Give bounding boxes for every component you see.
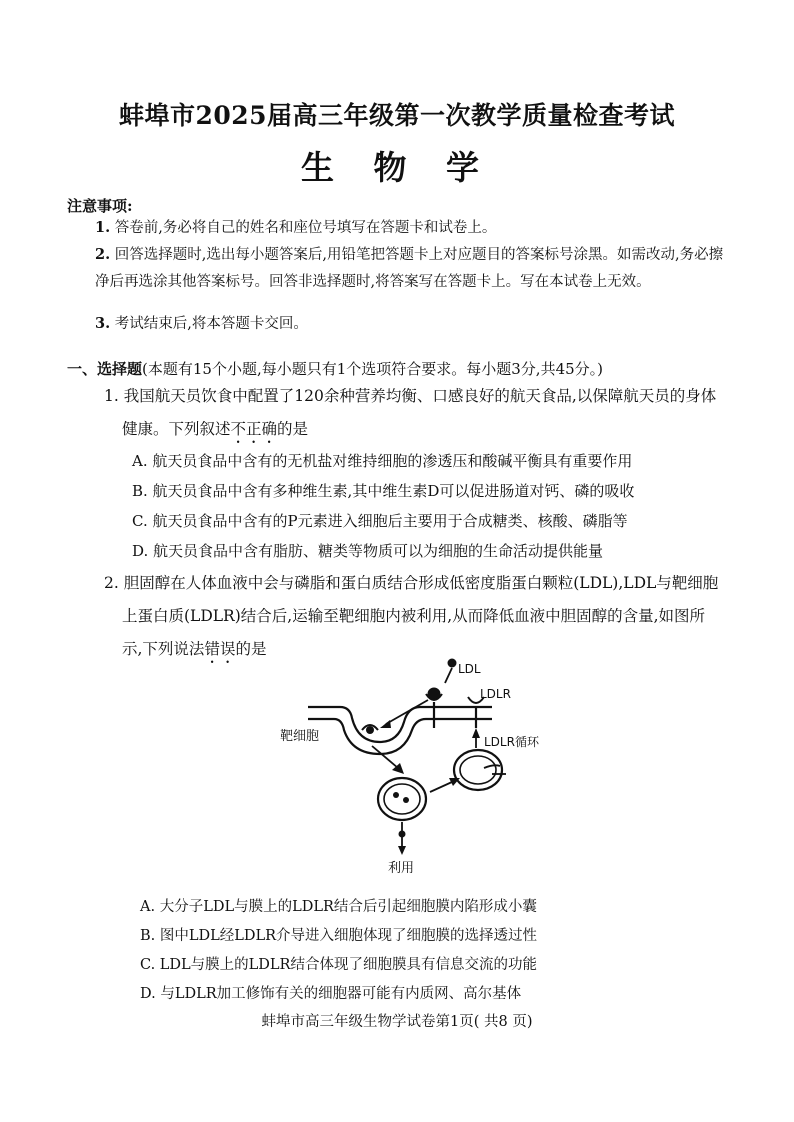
question-stem-line: 示,下列说法: [122, 640, 205, 658]
emphasis-text: 错误: [204, 640, 236, 658]
question-stem-line: 的是: [277, 420, 309, 438]
label-ldl: LDL: [458, 662, 481, 676]
exam-title: 蚌埠市2025届高三年级第一次教学质量检查考试: [118, 101, 676, 130]
question-stem-line: 健康。下列叙述: [122, 420, 231, 438]
notice-item-number: 3.: [95, 315, 111, 332]
ldl-particle: [448, 659, 457, 668]
option-d: D. 航天员食品中含有脂肪、糖类等物质可以为细胞的生命活动提供能量: [132, 542, 604, 560]
option-c: C. 航天员食品中含有的P元素进入细胞后主要用于合成糖类、核酸、磷脂等: [132, 512, 628, 530]
notice-item-text: 答卷前,务必将自己的姓名和座位号填写在答题卡和试卷上。: [114, 220, 497, 236]
notice-item-number: 1.: [95, 219, 111, 236]
section-heading: [67, 358, 603, 379]
label-use: 利用: [388, 861, 415, 876]
label-target-cell: 靶细胞: [280, 729, 320, 744]
notice-item: [95, 214, 735, 242]
option-a: A. 航天员食品中含有的无机盐对维持细胞的渗透压和酸碱平衡具有重要作用: [132, 452, 633, 470]
section-label: 一、选择题: [67, 360, 143, 378]
emphasis-text: 不正确: [230, 420, 278, 438]
label-ldlr: LDLR: [480, 687, 511, 701]
option-a: A. 大分子LDL与膜上的LDLR结合后引起细胞膜内陷形成小囊: [140, 899, 537, 915]
question-1-stem: [104, 380, 724, 447]
notice-heading: 注意事项:: [67, 197, 133, 215]
option-b: B. 图中LDL经LDLR介导进入细胞体现了细胞膜的选择透过性: [140, 928, 538, 944]
option-d: D. 与LDLR加工修饰有关的细胞器可能有内质网、高尔基体: [140, 986, 522, 1002]
notice-item-text: 考试结束后,将本答题卡交回。: [114, 316, 308, 332]
notice-item: [95, 310, 735, 338]
question-number: 1.: [104, 387, 119, 405]
notice-item: [95, 241, 725, 296]
option-b: B. 航天员食品中含有多种维生素,其中维生素D可以促进肠道对钙、磷的吸收: [132, 482, 635, 500]
question-stem-line: 我国航天员饮食中配置了120余种营养均衡、口感良好的航天食品,以保障航天员的身体: [123, 387, 717, 405]
ldl-endocytosis-figure: [280, 650, 540, 880]
question-stem-line: 的是: [235, 640, 267, 658]
notice-item-text: 回答选择题时,选出每小题答案后,用铅笔把答题卡上对应题目的答案标号涂黑。如需改动,务必擦净后再选涂其他答案标号。回答非选择题时,将答案写在答题卡上。写在本试卷上无效。: [95, 247, 724, 290]
label-ldlr-cycle: LDLR循环: [484, 735, 539, 749]
question-stem-line: 胆固醇在人体血液中会与磷脂和蛋白质结合形成低密度脂蛋白颗粒(LDL),LDL与靶细胞: [123, 574, 719, 592]
option-c: C. LDL与膜上的LDLR结合体现了细胞膜具有信息交流的功能: [140, 957, 537, 973]
page-footer: 蚌埠市高三年级生物学试卷第1页( 共8 页): [261, 1014, 533, 1030]
question-number: 2.: [104, 574, 119, 592]
section-description: (本题有15个小题,每小题只有1个选项符合要求。每小题3分,共45分。): [142, 360, 604, 378]
subject-title: 生 物 学: [301, 148, 493, 187]
notice-item-number: 2.: [95, 246, 111, 263]
question-stem-line: 上蛋白质(LDLR)结合后,运输至靶细胞内被利用,从而降低血液中胆固醇的含量,如图所: [122, 607, 706, 625]
